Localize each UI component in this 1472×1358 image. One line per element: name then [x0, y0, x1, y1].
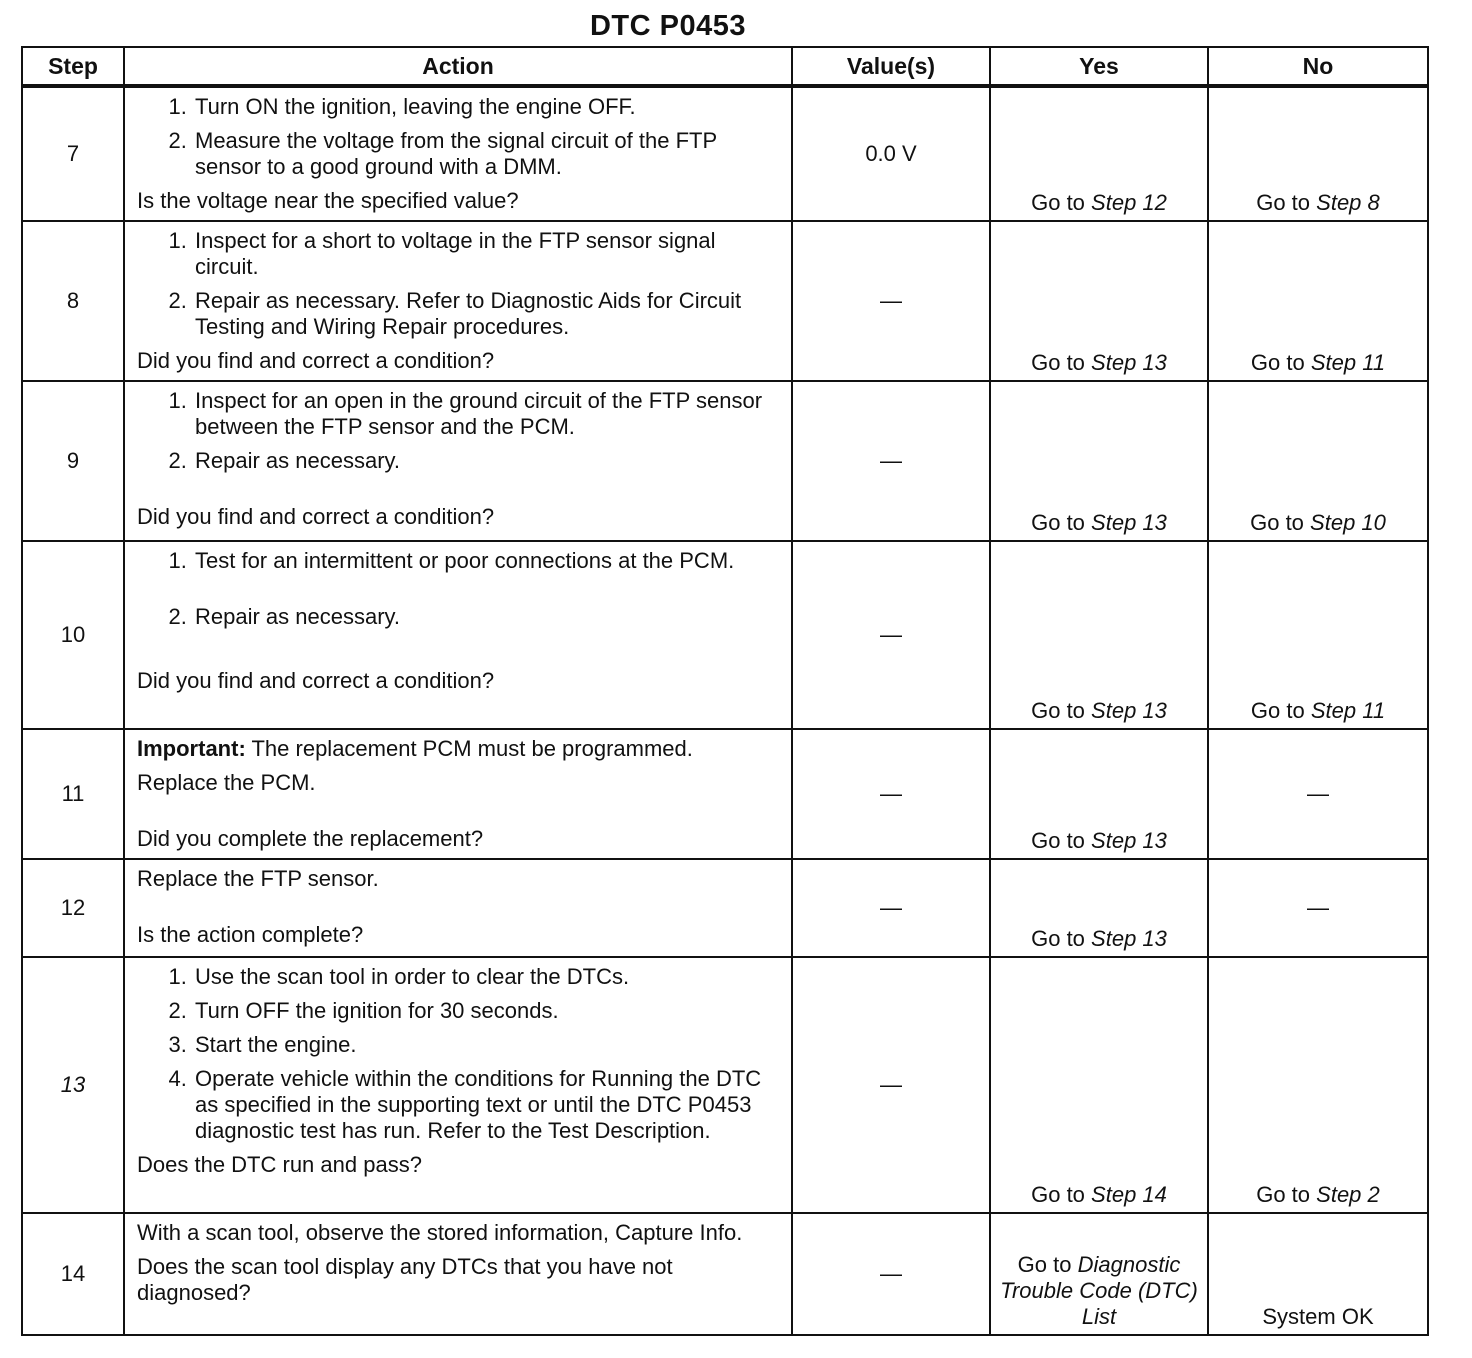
goto-prefix: Go to	[1256, 1182, 1311, 1207]
list-item: 1. Inspect for an open in the ground circuit of the FTP sensor between the FTP sensor and the PCM.	[193, 388, 781, 440]
question: Does the scan tool display any DTCs that you have not diagnosed?	[137, 1254, 673, 1305]
goto-prefix: Go to	[1256, 190, 1311, 215]
important-text: The replacement PCM must be programmed.	[251, 736, 693, 761]
goto-target: Step 14	[1091, 1182, 1167, 1207]
action-line: With a scan tool, observe the stored information, Capture Info.	[137, 1220, 743, 1245]
value-cell: —	[792, 859, 990, 957]
question: Did you find and correct a condition?	[137, 504, 495, 529]
list-item: 2. Measure the voltage from the signal circuit of the FTP sensor to a good ground with a DMM.	[193, 128, 781, 180]
no-cell	[1208, 221, 1428, 381]
yes-cell	[990, 729, 1208, 859]
step-number: 10	[22, 541, 124, 729]
list-item: 2. Repair as necessary.	[193, 448, 781, 474]
goto-target: Step 11	[1310, 698, 1386, 723]
goto-prefix: Go to	[1250, 698, 1305, 723]
goto-prefix: Go to	[1250, 510, 1304, 535]
no-cell: System OK	[1208, 1213, 1428, 1335]
step-number: 7	[22, 86, 124, 221]
table-row	[22, 221, 1428, 381]
table-row	[22, 541, 1428, 729]
goto-prefix: Go to	[1031, 190, 1085, 215]
header-step: Step	[22, 47, 124, 86]
no-cell	[1208, 541, 1428, 729]
goto-prefix: Go to	[1031, 926, 1085, 951]
list-item: 1. Turn ON the ignition, leaving the engine OFF.	[193, 94, 781, 120]
list-item: 1. Test for an intermittent or poor connections at the PCM.	[193, 548, 781, 574]
no-cell	[1208, 86, 1428, 221]
list-item: 2. Repair as necessary.	[193, 604, 781, 630]
action-list	[137, 548, 781, 630]
no-cell: —	[1208, 859, 1428, 957]
goto-target: Step 13	[1091, 926, 1167, 951]
step-number: 13	[22, 957, 124, 1213]
value-cell: —	[792, 381, 990, 541]
value-cell: —	[792, 1213, 990, 1335]
goto-target: Step 13	[1091, 828, 1167, 853]
table-row	[22, 957, 1428, 1213]
diagnostic-table	[21, 46, 1429, 1336]
table-row	[22, 859, 1428, 957]
action-list	[137, 964, 781, 1144]
goto-target: Step 13	[1091, 350, 1167, 375]
action-list	[137, 228, 781, 340]
important-label: Important:	[137, 736, 246, 761]
action-line: Replace the FTP sensor.	[137, 866, 379, 891]
goto-prefix: Go to	[1031, 510, 1085, 535]
list-item: 4. Operate vehicle within the conditions for Running the DTC as specified in the supporting text or until the DTC P0453 diagnostic test has run. Refer to the Test Description.	[193, 1066, 781, 1144]
question: Is the action complete?	[137, 922, 364, 947]
action-cell	[124, 541, 792, 729]
table-row	[22, 1213, 1428, 1335]
header-yes: Yes	[990, 47, 1208, 86]
yes-cell	[990, 859, 1208, 957]
value-cell: 0.0 V	[792, 86, 990, 221]
yes-cell	[990, 541, 1208, 729]
step-number: 9	[22, 381, 124, 541]
yes-cell	[990, 957, 1208, 1213]
step-number: 8	[22, 221, 124, 381]
question: Did you complete the replacement?	[137, 826, 484, 851]
goto-target: Step 11	[1310, 350, 1386, 375]
step-number: 11	[22, 729, 124, 859]
action-cell	[124, 86, 792, 221]
goto-prefix: Go to	[1031, 828, 1085, 853]
list-item: 2. Turn OFF the ignition for 30 seconds.	[193, 998, 781, 1024]
list-item: 1. Inspect for a short to voltage in the FTP sensor signal circuit.	[193, 228, 781, 280]
value-cell: —	[792, 729, 990, 859]
yes-cell	[990, 221, 1208, 381]
yes-cell	[990, 1213, 1208, 1335]
list-item: 1. Use the scan tool in order to clear the DTCs.	[193, 964, 781, 990]
no-cell	[1208, 381, 1428, 541]
question: Does the DTC run and pass?	[137, 1152, 422, 1177]
table-row	[22, 729, 1428, 859]
value-cell: —	[792, 221, 990, 381]
question: Did you find and correct a condition?	[137, 668, 495, 693]
goto-target: Step 8	[1316, 190, 1380, 215]
no-cell: —	[1208, 729, 1428, 859]
question: Did you find and correct a condition?	[137, 348, 495, 373]
action-cell	[124, 729, 792, 859]
goto-target: Step 10	[1310, 510, 1386, 535]
header-no: No	[1208, 47, 1428, 86]
list-item: 3. Start the engine.	[193, 1032, 781, 1058]
value-cell: —	[792, 541, 990, 729]
action-cell	[124, 221, 792, 381]
action-cell	[124, 381, 792, 541]
no-cell	[1208, 957, 1428, 1213]
step-number: 12	[22, 859, 124, 957]
goto-target: Step 12	[1091, 190, 1167, 215]
question: Is the voltage near the specified value?	[137, 188, 519, 213]
action-cell	[124, 859, 792, 957]
action-list	[137, 94, 781, 180]
table-row	[22, 86, 1428, 221]
action-cell	[124, 1213, 792, 1335]
action-list	[137, 388, 781, 474]
goto-target: Diagnostic Trouble Code (DTC) List	[1000, 1252, 1198, 1329]
yes-cell	[990, 86, 1208, 221]
action-line: Replace the PCM.	[137, 770, 316, 795]
goto-target: Step 2	[1316, 1182, 1380, 1207]
table-row	[22, 381, 1428, 541]
goto-prefix: Go to	[1017, 1252, 1072, 1277]
header-action: Action	[124, 47, 792, 86]
goto-target: Step 13	[1091, 698, 1167, 723]
step-number: 14	[22, 1213, 124, 1335]
important-note	[137, 736, 781, 762]
goto-prefix: Go to	[1031, 698, 1085, 723]
action-cell	[124, 957, 792, 1213]
goto-prefix: Go to	[1031, 1182, 1085, 1207]
header-values: Value(s)	[792, 47, 990, 86]
list-item: 2. Repair as necessary. Refer to Diagnostic Aids for Circuit Testing and Wiring Repair procedures.	[193, 288, 781, 340]
goto-target: Step 13	[1091, 510, 1167, 535]
header-row	[22, 47, 1428, 86]
page-title: DTC P0453	[589, 10, 746, 42]
yes-cell	[990, 381, 1208, 541]
goto-prefix: Go to	[1031, 350, 1085, 375]
value-cell: —	[792, 957, 990, 1213]
goto-prefix: Go to	[1250, 350, 1305, 375]
